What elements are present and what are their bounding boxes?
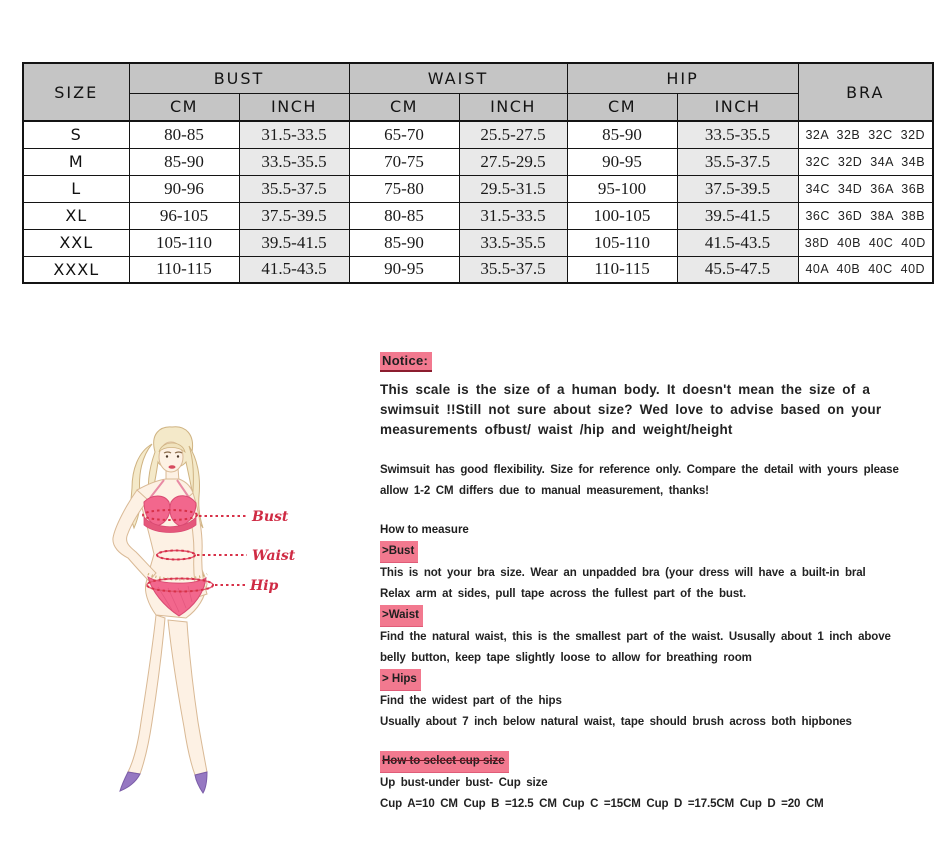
hip-cm-cell: 95-100 (567, 175, 677, 202)
waist-inch-cell: 33.5-35.5 (459, 229, 567, 256)
hips-section-heading: > Hips (380, 669, 940, 691)
waist-inch-cell: 27.5-29.5 (459, 148, 567, 175)
bra-cell: 32C 32D 34A 34B (798, 148, 933, 175)
table-header-row-units (23, 93, 933, 121)
table-row (23, 175, 933, 202)
cup-size-line: Up bust-under bust- Cup size (380, 777, 548, 789)
bust-cm-cell: 96-105 (129, 202, 239, 229)
bust-cm-cell: 110-115 (129, 256, 239, 283)
how-to-measure-section (380, 520, 940, 733)
hips-instruction-line: Find the widest part of the hips (380, 695, 562, 707)
cup-size-section (380, 751, 940, 815)
column-header-waist: WAIST (349, 63, 567, 93)
hip-inch-cell: 45.5-47.5 (677, 256, 798, 283)
bust-instruction-line: Relax arm at sides, pull tape across the fullest part of the bust. (380, 588, 746, 600)
bust-inch-cell: 39.5-41.5 (239, 229, 349, 256)
hip-inch-cell: 35.5-37.5 (677, 148, 798, 175)
size-cell: S (23, 121, 129, 148)
bust-inch-cell: 41.5-43.5 (239, 256, 349, 283)
bust-inch-cell: 35.5-37.5 (239, 175, 349, 202)
column-header-waist-inch: INCH (459, 93, 567, 121)
bra-cell: 32A 32B 32C 32D (798, 121, 933, 148)
waist-label: Waist (252, 548, 296, 564)
right-shoe-graphic (195, 772, 207, 793)
bust-cm-cell: 105-110 (129, 229, 239, 256)
bust-instruction-line: This is not your bra size. Wear an unpadded bra (your dress will have a built-in bral (380, 567, 866, 579)
hip-cm-cell: 90-95 (567, 148, 677, 175)
face-graphic (159, 442, 185, 472)
bra-cell: 38D 40B 40C 40D (798, 229, 933, 256)
waist-cm-cell: 70-75 (349, 148, 459, 175)
table-header-row-groups (23, 63, 933, 93)
flexibility-note (380, 460, 940, 502)
column-header-hip: HIP (567, 63, 798, 93)
size-cell: XL (23, 202, 129, 229)
waist-cm-cell: 90-95 (349, 256, 459, 283)
bust-inch-cell: 31.5-33.5 (239, 121, 349, 148)
bust-label: Bust (252, 509, 289, 525)
bust-section-heading: >Bust (380, 541, 940, 563)
size-chart-table (22, 62, 934, 284)
bust-inch-cell: 33.5-35.5 (239, 148, 349, 175)
right-leg-graphic (168, 620, 207, 775)
column-header-bust: BUST (129, 63, 349, 93)
bra-cell: 36C 36D 38A 38B (798, 202, 933, 229)
size-cell: XXL (23, 229, 129, 256)
waist-cm-cell: 75-80 (349, 175, 459, 202)
column-header-hip-inch: INCH (677, 93, 798, 121)
notice-line: This scale is the size of a human body. It doesn't mean the size of a (380, 382, 871, 397)
flexibility-line: allow 1-2 CM differs due to manual measurement, thanks! (380, 485, 709, 497)
table-row (23, 202, 933, 229)
size-figure-illustration (100, 422, 340, 802)
column-header-size: SIZE (23, 63, 129, 121)
waist-cm-cell: 85-90 (349, 229, 459, 256)
notice-line: swimsuit !!Still not sure about size? Wed love to advise based on your (380, 402, 882, 417)
size-cell: M (23, 148, 129, 175)
waist-inch-cell: 29.5-31.5 (459, 175, 567, 202)
hip-inch-cell: 41.5-43.5 (677, 229, 798, 256)
hip-cm-cell: 110-115 (567, 256, 677, 283)
bust-cm-cell: 85-90 (129, 148, 239, 175)
how-to-measure-heading: How to measure (380, 524, 469, 536)
bra-cell: 34C 34D 36A 36B (798, 175, 933, 202)
hip-label: Hip (250, 578, 279, 594)
waist-inch-cell: 35.5-37.5 (459, 256, 567, 283)
cup-size-heading: How to select cup size (380, 751, 940, 773)
notice-heading: Notice: (380, 352, 940, 372)
bra-cell: 40A 40B 40C 40D (798, 256, 933, 283)
hip-inch-cell: 39.5-41.5 (677, 202, 798, 229)
hip-cm-cell: 85-90 (567, 121, 677, 148)
column-header-bust-inch: INCH (239, 93, 349, 121)
hip-inch-cell: 33.5-35.5 (677, 121, 798, 148)
bust-cm-cell: 90-96 (129, 175, 239, 202)
hip-inch-cell: 37.5-39.5 (677, 175, 798, 202)
column-header-bust-cm: CM (129, 93, 239, 121)
waist-inch-cell: 25.5-27.5 (459, 121, 567, 148)
column-header-bra: BRA (798, 63, 933, 121)
size-cell: L (23, 175, 129, 202)
sizing-notes (380, 352, 940, 815)
size-cell: XXXL (23, 256, 129, 283)
flexibility-line: Swimsuit has good flexibility. Size for reference only. Compare the detail with yours please (380, 464, 899, 476)
table-row (23, 148, 933, 175)
hip-cm-cell: 105-110 (567, 229, 677, 256)
column-header-waist-cm: CM (349, 93, 459, 121)
waist-section-heading: >Waist (380, 605, 940, 627)
cup-size-line: Cup A=10 CM Cup B =12.5 CM Cup C =15CM Cup D =17.5CM Cup D =20 CM (380, 798, 824, 810)
left-leg-graphic (128, 615, 165, 774)
table-row (23, 256, 933, 283)
waist-inch-cell: 31.5-33.5 (459, 202, 567, 229)
notice-line: measurements ofbust/ waist /hip and weight/height (380, 422, 733, 437)
waist-instruction-line: belly button, keep tape slightly loose to allow for breathing room (380, 652, 752, 664)
bust-inch-cell: 37.5-39.5 (239, 202, 349, 229)
hip-cm-cell: 100-105 (567, 202, 677, 229)
hips-instruction-line: Usually about 7 inch below natural waist, tape should brush across both hipbones (380, 716, 852, 728)
table-row (23, 121, 933, 148)
waist-cm-cell: 65-70 (349, 121, 459, 148)
waist-instruction-line: Find the natural waist, this is the smallest part of the waist. Ususally about 1 inch above (380, 631, 891, 643)
waist-cm-cell: 80-85 (349, 202, 459, 229)
column-header-hip-cm: CM (567, 93, 677, 121)
table-row (23, 229, 933, 256)
bust-cm-cell: 80-85 (129, 121, 239, 148)
measure-figure-sketch (100, 422, 340, 802)
left-shoe-graphic (120, 772, 140, 791)
